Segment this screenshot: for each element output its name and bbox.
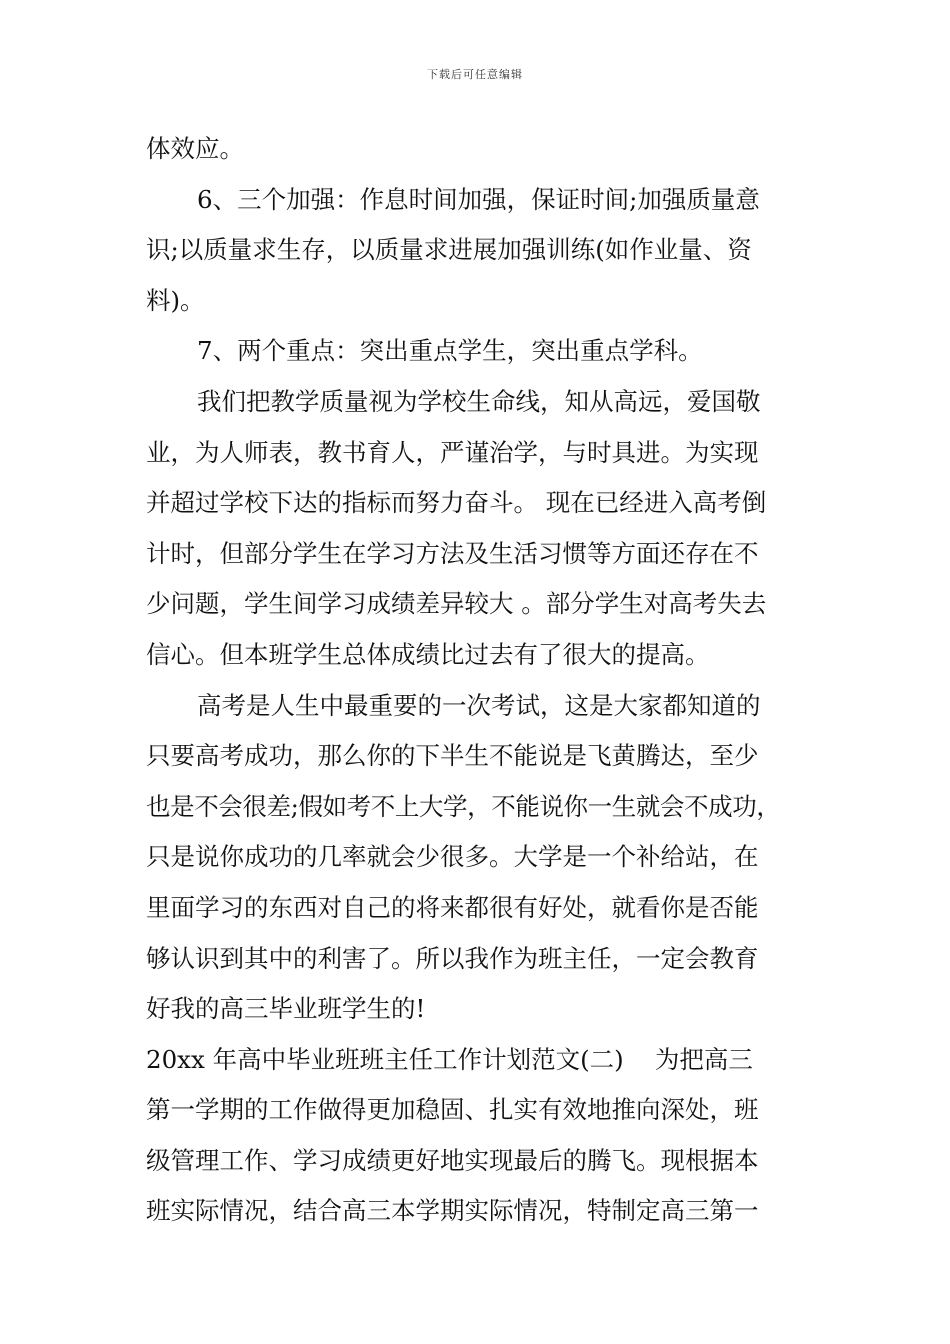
text-line: 料)。 xyxy=(146,285,205,315)
text-line: 只是说你成功的几率就会少很多。大学是一个补给站，在 xyxy=(146,842,759,872)
page-header-note: 下载后可任意编辑 xyxy=(427,68,523,81)
text-line: 7、两个重点：突出重点学生，突出重点学科。 xyxy=(197,336,703,366)
text-line: 计时，但部分学生在学习方法及生活习惯等方面还存在不 xyxy=(146,538,759,568)
text-line: 只要高考成功，那么你的下半生不能说是飞黄腾达，至少 xyxy=(146,741,759,771)
text-line: 高考是人生中最重要的一次考试，这是大家都知道的 xyxy=(197,690,761,720)
text-line: 我们把教学质量视为学校生命线，知从高远，爱国敬 xyxy=(197,386,761,416)
text-line: 好我的高三毕业班学生的! xyxy=(146,994,426,1024)
text-line: 信心。但本班学生总体成绩比过去有了很大的提高。 xyxy=(146,639,710,669)
text-line: 够认识到其中的利害了。所以我作为班主任，一定会教育 xyxy=(146,943,759,973)
document-body xyxy=(146,124,810,1237)
text-line: 6、三个加强：作息时间加强，保证时间;加强质量意 xyxy=(197,184,760,214)
text-line: 体效应。 xyxy=(146,134,244,163)
text-line: 识;以质量求生存，以质量求进展加强训练(如作业量、资 xyxy=(146,235,752,265)
text-line: 少问题，学生间学习成绩差异较大 。部分学生对高考失去 xyxy=(146,589,767,619)
text-line: 班实际情况，结合高三本学期实际情况，特制定高三第一 xyxy=(146,1196,759,1226)
text-line: 级管理工作、学习成绩更好地实现最后的腾飞。现根据本 xyxy=(146,1145,759,1175)
text-line: 业，为人师表，教书育人，严谨治学，与时具进。为实现 xyxy=(146,437,759,467)
text-line: 第一学期的工作做得更加稳固、扎实有效地推向深处，班 xyxy=(146,1095,759,1125)
text-line: 也是不会很差;假如考不上大学，不能说你一生就会不成功， xyxy=(146,791,781,821)
text-line: 里面学习的东西对自己的将来都很有好处，就看你是否能 xyxy=(146,892,759,922)
text-line: 并超过学校下达的指标而努力奋斗。 现在已经进入高考倒 xyxy=(146,488,767,518)
section-heading-line: 20xx 年高中毕业班班主任工作计划范文(二) 为把高三 xyxy=(146,1044,753,1074)
